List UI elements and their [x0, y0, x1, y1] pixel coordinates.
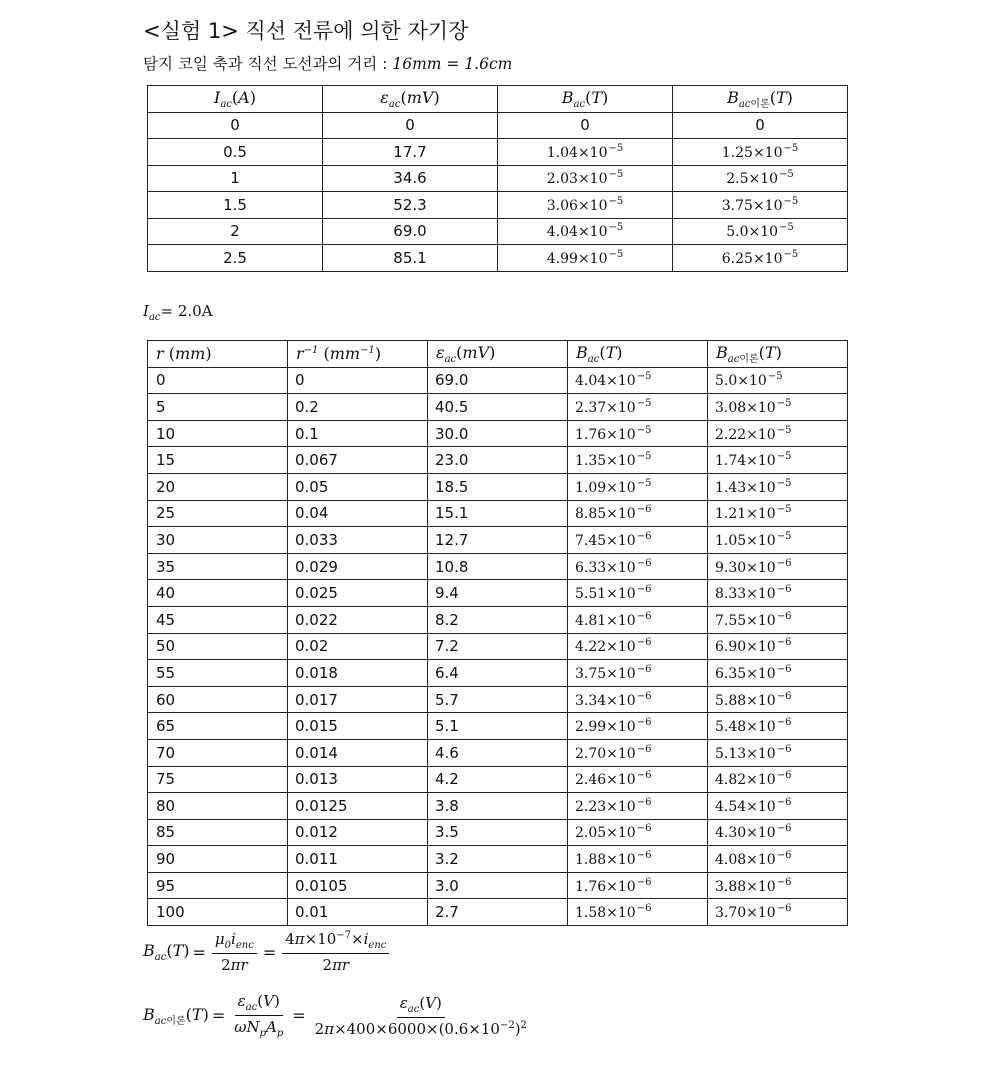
table2-cell: 0.0105	[288, 872, 428, 899]
table-row	[148, 580, 848, 607]
table2-cell: $5.13\times 10^{-6}$	[708, 739, 848, 766]
formula-bac-theory-frac2: $\frac{\varepsilon_{ac}(V)}{2\pi\times 400\times 6000\times(0.6\times 10^{-2})^2}$	[314, 993, 527, 1038]
table1-cell: $3.75\times 10^{-5}$	[673, 192, 848, 219]
table1-header-row	[148, 86, 848, 113]
table2-cell: 5.1	[428, 713, 568, 740]
table2-cell: $4.22\times 10^{-6}$	[568, 633, 708, 660]
table2-cell: 3.0	[428, 872, 568, 899]
table2-cell: 5	[148, 394, 288, 421]
table1-cell: 0	[148, 112, 323, 139]
table2-cell: 23.0	[428, 447, 568, 474]
table-row	[148, 846, 848, 873]
table2-cell: $2.23\times 10^{-6}$	[568, 793, 708, 820]
table2-body	[148, 367, 848, 925]
table2-cell: $7.55\times 10^{-6}$	[708, 606, 848, 633]
table1-cell: 69.0	[323, 218, 498, 245]
table2-cell: 0.014	[288, 739, 428, 766]
table1-cell: 17.7	[323, 139, 498, 166]
formula-bac-theory-frac1: $\frac{\varepsilon_{ac}(V)}{\omega N_pA_p}$	[234, 992, 284, 1039]
table-row	[148, 793, 848, 820]
current-vs-field-table	[147, 85, 848, 272]
table2-cell: 0.067	[288, 447, 428, 474]
table2-cell: $1.43\times 10^{-5}$	[708, 473, 848, 500]
table2-cell: $3.34\times 10^{-6}$	[568, 686, 708, 713]
table2-cell: 0	[288, 367, 428, 394]
table2-cell: $4.82\times 10^{-6}$	[708, 766, 848, 793]
table2-cell: 55	[148, 660, 288, 687]
table-row	[148, 819, 848, 846]
table2-cell: 3.2	[428, 846, 568, 873]
distance-value: 16mm = 1.6cm	[392, 55, 513, 73]
table1-cell: $4.99\times 10^{-5}$	[498, 245, 673, 272]
table2-cell: 75	[148, 766, 288, 793]
table2-cell: $2.22\times 10^{-5}$	[708, 420, 848, 447]
table2-header-row	[148, 341, 848, 368]
table2-cell: 15	[148, 447, 288, 474]
distance-vs-field-table	[147, 340, 848, 926]
table-row	[148, 245, 848, 272]
table2-cell: $2.70\times 10^{-6}$	[568, 739, 708, 766]
table-row	[148, 899, 848, 926]
table1-body	[148, 112, 848, 271]
table2-cell: $2.37\times 10^{-5}$	[568, 394, 708, 421]
table2-cell: 100	[148, 899, 288, 926]
table2-cell: $4.30\times 10^{-6}$	[708, 819, 848, 846]
current-setting: $I_{ac}= 2.0A$	[143, 302, 213, 323]
formula-bac-theory: $B_{ac이론}(T)$ = $\frac{\varepsilon_{ac}(V)}{\omega N_pA_p}$ = $\frac{\varepsilon_{ac}(V)}{2\pi\times 400\times 6000\times(0.6\times 10^{-2})^2}$	[143, 992, 533, 1039]
table-row	[148, 420, 848, 447]
table2-cell: $1.76\times 10^{-6}$	[568, 872, 708, 899]
table2-cell: 85	[148, 819, 288, 846]
distance-line	[143, 52, 512, 74]
table2-cell: 25	[148, 500, 288, 527]
table2-header-4: $B_{ac이론}(T)$	[708, 341, 848, 368]
table2-cell: $1.88\times 10^{-6}$	[568, 846, 708, 873]
table2-cell: 0.011	[288, 846, 428, 873]
table2-cell: $8.33\times 10^{-6}$	[708, 580, 848, 607]
table1-cell: $1.04\times 10^{-5}$	[498, 139, 673, 166]
formula-bac-frac1: $\frac{\mu_0i_{enc}}{2\pi r}$	[212, 930, 257, 974]
table-row	[148, 139, 848, 166]
table-row	[148, 165, 848, 192]
table1-cell: $2.5\times 10^{-5}$	[673, 165, 848, 192]
table2-cell: 15.1	[428, 500, 568, 527]
distance-label: 탐지 코일 축과 직선 도선과의 거리 :	[143, 55, 388, 73]
page-title: <실험 1> 직선 전류에 의한 자기장	[143, 19, 469, 43]
formula-bac-frac2: $\frac{4\pi\times 10^{-7}\times i_{enc}}{2\pi r}$	[282, 930, 389, 974]
table2-header-0: r (mm)	[148, 341, 288, 368]
table2-cell: 0.04	[288, 500, 428, 527]
table2-cell: $4.04\times 10^{-5}$	[568, 367, 708, 394]
table-row	[148, 192, 848, 219]
table-row	[148, 112, 848, 139]
table1-cell: $3.06\times 10^{-5}$	[498, 192, 673, 219]
table2-cell: 0.0125	[288, 793, 428, 820]
table-row	[148, 500, 848, 527]
table2-cell: $1.58\times 10^{-6}$	[568, 899, 708, 926]
table2-cell: $3.70\times 10^{-6}$	[708, 899, 848, 926]
table2-cell: $3.88\times 10^{-6}$	[708, 872, 848, 899]
table2-header-3: $B_{ac}(T)$	[568, 341, 708, 368]
table2-cell: $5.51\times 10^{-6}$	[568, 580, 708, 607]
table-row	[148, 686, 848, 713]
table2-cell: $1.35\times 10^{-5}$	[568, 447, 708, 474]
table2-cell: $4.81\times 10^{-6}$	[568, 606, 708, 633]
table2-cell: 12.7	[428, 527, 568, 554]
table2-cell: $7.45\times 10^{-6}$	[568, 527, 708, 554]
table2-header-1: $r^{-1}$ $(mm^{-1})$	[288, 341, 428, 368]
table2-cell: 18.5	[428, 473, 568, 500]
formula-bac-lhs: $B_{ac}(T)$	[143, 941, 190, 963]
table1-header-2: $B_{ac}(T)$	[498, 86, 673, 113]
table2-cell: $3.08\times 10^{-5}$	[708, 394, 848, 421]
table2-cell: $4.54\times 10^{-6}$	[708, 793, 848, 820]
table2-cell: 69.0	[428, 367, 568, 394]
table2-cell: 10	[148, 420, 288, 447]
table1-cell: $1.25\times 10^{-5}$	[673, 139, 848, 166]
table2-cell: $2.05\times 10^{-6}$	[568, 819, 708, 846]
table2-cell: 45	[148, 606, 288, 633]
table-row	[148, 660, 848, 687]
table-row	[148, 633, 848, 660]
table2-cell: 5.7	[428, 686, 568, 713]
table-row	[148, 447, 848, 474]
table2-cell: $3.75\times 10^{-6}$	[568, 660, 708, 687]
table1-cell: 0.5	[148, 139, 323, 166]
formula-bac-theory-lhs: $B_{ac이론}(T)$	[143, 1004, 209, 1027]
table2-cell: 70	[148, 739, 288, 766]
table1-cell: 1	[148, 165, 323, 192]
formula-bac: $B_{ac}(T)$ = $\frac{\mu_0i_{enc}}{2\pi r}$ = $\frac{4\pi\times 10^{-7}\times i_{enc}}{2\pi r}$	[143, 930, 392, 974]
table2-cell: 90	[148, 846, 288, 873]
table2-cell: 20	[148, 473, 288, 500]
table1-cell: $6.25\times 10^{-5}$	[673, 245, 848, 272]
table2-cell: 0.013	[288, 766, 428, 793]
table-row	[148, 527, 848, 554]
table2-cell: 30	[148, 527, 288, 554]
table2-cell: $5.0\times 10^{-5}$	[708, 367, 848, 394]
table2-cell: $9.30\times 10^{-6}$	[708, 553, 848, 580]
table2-cell: 60	[148, 686, 288, 713]
table2-cell: 3.8	[428, 793, 568, 820]
table-row	[148, 218, 848, 245]
table2-cell: $5.88\times 10^{-6}$	[708, 686, 848, 713]
table2-cell: $6.90\times 10^{-6}$	[708, 633, 848, 660]
table2-cell: $2.99\times 10^{-6}$	[568, 713, 708, 740]
table-row	[148, 367, 848, 394]
table1-cell: $5.0\times 10^{-5}$	[673, 218, 848, 245]
table1-cell: 0	[673, 112, 848, 139]
table2-cell: 95	[148, 872, 288, 899]
table1-cell: 0	[498, 112, 673, 139]
table1-header-3: $B_{ac이론}(T)$	[673, 86, 848, 113]
table2-cell: 3.5	[428, 819, 568, 846]
table2-cell: 30.0	[428, 420, 568, 447]
table2-cell: $5.48\times 10^{-6}$	[708, 713, 848, 740]
table2-cell: 0.1	[288, 420, 428, 447]
table2-cell: 0.02	[288, 633, 428, 660]
table2-cell: 0.022	[288, 606, 428, 633]
table-row	[148, 872, 848, 899]
table2-cell: 6.4	[428, 660, 568, 687]
table2-cell: 40.5	[428, 394, 568, 421]
table2-cell: $4.08\times 10^{-6}$	[708, 846, 848, 873]
table2-cell: 0.017	[288, 686, 428, 713]
table2-cell: $1.76\times 10^{-5}$	[568, 420, 708, 447]
table1-cell: 0	[323, 112, 498, 139]
table1-cell: 34.6	[323, 165, 498, 192]
table1-header-1: $\varepsilon_{ac}(mV)$	[323, 86, 498, 113]
table2-cell: 0.05	[288, 473, 428, 500]
table2-cell: 0.2	[288, 394, 428, 421]
table2-cell: 0.025	[288, 580, 428, 607]
table2-cell: 0.012	[288, 819, 428, 846]
table2-cell: $6.33\times 10^{-6}$	[568, 553, 708, 580]
table2-cell: 0.033	[288, 527, 428, 554]
table2-cell: $1.21\times 10^{-5}$	[708, 500, 848, 527]
table2-cell: 0.015	[288, 713, 428, 740]
table2-cell: 4.6	[428, 739, 568, 766]
table2-cell: $1.05\times 10^{-5}$	[708, 527, 848, 554]
table-row	[148, 766, 848, 793]
table2-cell: 35	[148, 553, 288, 580]
table-row	[148, 394, 848, 421]
table2-cell: 0.01	[288, 899, 428, 926]
table2-cell: 0	[148, 367, 288, 394]
table2-cell: 4.2	[428, 766, 568, 793]
table1-cell: $2.03\times 10^{-5}$	[498, 165, 673, 192]
table-row	[148, 473, 848, 500]
table2-cell: 80	[148, 793, 288, 820]
table2-cell: 40	[148, 580, 288, 607]
table2-cell: 0.029	[288, 553, 428, 580]
table1-cell: 1.5	[148, 192, 323, 219]
table2-cell: 7.2	[428, 633, 568, 660]
table-row	[148, 606, 848, 633]
table1-cell: 2	[148, 218, 323, 245]
table1-header-0: $I_{ac}(A)$	[148, 86, 323, 113]
table2-cell: 50	[148, 633, 288, 660]
table2-cell: 10.8	[428, 553, 568, 580]
table1-cell: 85.1	[323, 245, 498, 272]
table-row	[148, 739, 848, 766]
table2-cell: 0.018	[288, 660, 428, 687]
table1-cell: $4.04\times 10^{-5}$	[498, 218, 673, 245]
table2-cell: 65	[148, 713, 288, 740]
table2-cell: $8.85\times 10^{-6}$	[568, 500, 708, 527]
table2-cell: $1.09\times 10^{-5}$	[568, 473, 708, 500]
table2-cell: $2.46\times 10^{-6}$	[568, 766, 708, 793]
table-row	[148, 713, 848, 740]
table2-cell: 2.7	[428, 899, 568, 926]
table2-cell: 9.4	[428, 580, 568, 607]
table2-header-2: $\varepsilon_{ac}(mV)$	[428, 341, 568, 368]
table1-cell: 52.3	[323, 192, 498, 219]
table1-cell: 2.5	[148, 245, 323, 272]
table2-cell: $6.35\times 10^{-6}$	[708, 660, 848, 687]
table2-cell: 8.2	[428, 606, 568, 633]
table2-cell: $1.74\times 10^{-5}$	[708, 447, 848, 474]
table-row	[148, 553, 848, 580]
